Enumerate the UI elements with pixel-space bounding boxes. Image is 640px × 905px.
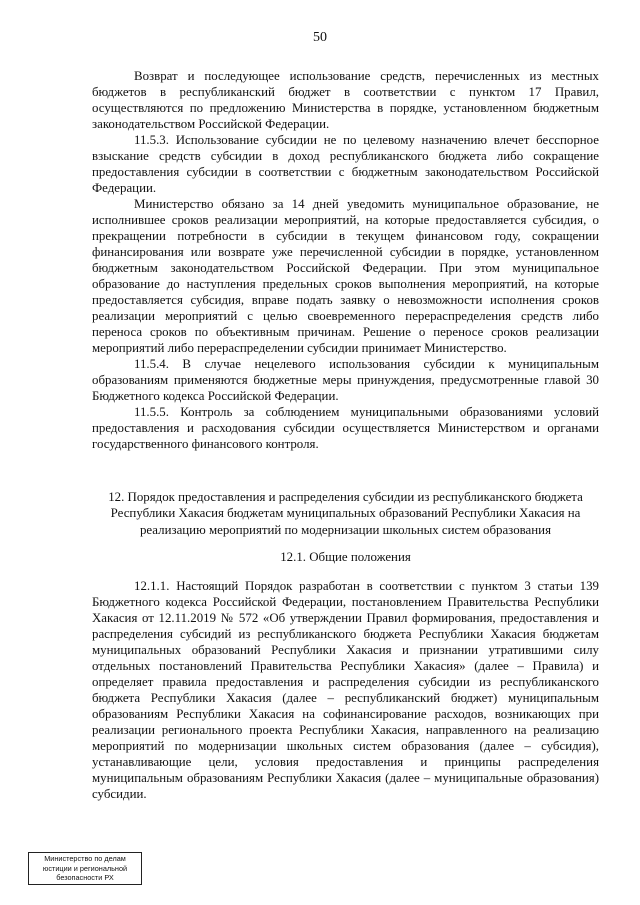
paragraph-return-of-funds: Возврат и последующее использование средств, перечисленных из местных бюджетов в республиканский бюджет в соответствии с пунктом 17 Правил, осуществляются по предложению Министерства в порядке, установленном бюджетным законодательством Российской Федерации. <box>92 69 599 131</box>
paragraph-11-5-3: 11.5.3. Использование субсидии не по целевому назначению влечет бесспорное взыскание средств субсидии в доход республиканского бюджета либо сокращение предоставления субсидии в соответствии с бюджетным законодательством Российской Федерации. <box>92 133 599 195</box>
paragraph-11-5-5: 11.5.5. Контроль за соблюдением муниципальными образованиями условий предоставления и расходования субсидии осуществляется Министерством и органами государственного финансового контроля. <box>92 405 599 451</box>
stamp-line: Министерство по делам <box>44 854 126 863</box>
stamp-line: безопасности РХ <box>56 873 114 883</box>
document-body <box>92 68 599 802</box>
registration-stamp <box>28 852 142 885</box>
paragraph-12-1-1: 12.1.1. Настоящий Порядок разработан в соответствии с пунктом 3 статьи 139 Бюджетного кодекса Российской Федерации, постановлением Правительства Республики Хакасия от 12.11.2019 № 572 «Об утверждении Правил формирования, предоставления и распределения субсидий из республиканского бюджета Республики Хакасия бюджетам муниципальных образований Республики Хакасия и признании утратившими силу отдельных постановлений Правительства Республики Хакасия» (далее – Правила) и определяет правила предоставления и распределения субсидии из республиканского бюджета Республики Хакасия (далее – республиканский бюджет) муниципальным образованиям Республики Хакасия на софинансирование расходов, возникающих при реализации регионального проекта Республики Хакасия, направленного на реализацию мероприятий по модернизации школьных систем образования (далее – субсидия), устанавливающие цели, условия предоставления и принципы распределения муниципальным образованиям Республики Хакасия (далее – муниципальные образования) субсидии. <box>92 578 599 801</box>
section-heading: 12. Порядок предоставления и распределения субсидии из республиканского бюджета Республики Хакасия бюджетам муниципальных образований Республики Хакасия на реализацию мероприятий по модернизации школьных систем образования <box>108 490 583 537</box>
section-subheading: 12.1. Общие положения <box>280 549 411 564</box>
paragraph-ministry-notification: Министерство обязано за 14 дней уведомить муниципальное образование, не исполнившее сроков реализации мероприятий, на которые предоставляется субсидия, о прекращении потребности в субсидии в текущем финансовом году, сокращении финансирования или возврате уже перечисленной субсидии в порядке, установленном бюджетным законодательством Российской Федерации. При этом муниципальное образование до наступления предельных сроков выполнения мероприятий, на которые предоставляется субсидия, вправе подать заявку о невозможности исполнения сроков реализации мероприятий с целью своевременного перераспределения средств либо переноса сроков по объективным причинам. Решение о переносе сроков реализации мероприятий либо перераспределении субсидии принимает Министерство. <box>92 197 599 355</box>
page-number: 50 <box>313 30 327 45</box>
stamp-line: юстиции и региональной <box>42 863 128 873</box>
paragraph-11-5-4: 11.5.4. В случае нецелевого использования субсидии к муниципальным образованиям применяются бюджетные меры принуждения, предусмотренные главой 30 Бюджетного кодекса Российской Федерации. <box>92 357 599 403</box>
